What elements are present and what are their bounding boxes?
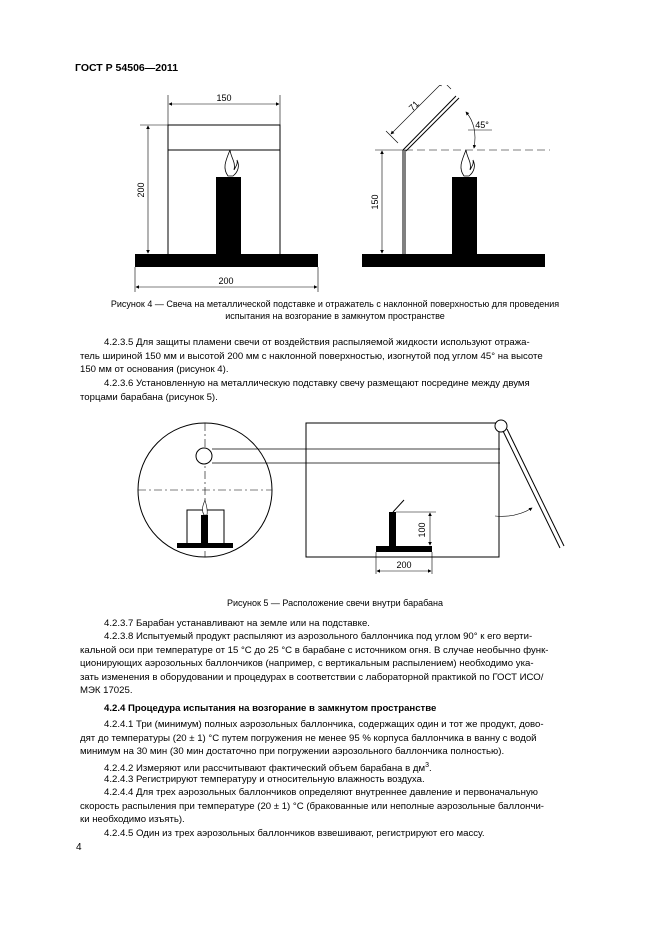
flame-icon — [202, 500, 207, 515]
text-line: 4.2.3.8 Испытуемый продукт распыляют из аэрозольного баллончика под углом 90° к его верти- — [104, 631, 533, 642]
section-title: Процедура испытания на возгорание в замкнутом пространстве — [128, 703, 437, 714]
section-heading — [104, 703, 436, 714]
figure-5 — [0, 412, 661, 587]
text-line: кальной оси при температуре от 15 °С до 25 °С в барабане с источником огня. В случае необычно функ- — [80, 644, 549, 656]
dim-slant-label: 71 — [406, 98, 421, 113]
step-text: 4.2.4.2 Измеряют или рассчитывают фактический объем барабана в дм — [104, 763, 426, 775]
text-line: минимум на 30 мин (30 мин достаточно при погружении аэрозольного баллончика полностью). — [80, 746, 505, 757]
dim-base-label: 200 — [218, 276, 234, 286]
text-line: 150 мм от основания (рисунок 4). — [80, 364, 229, 375]
paragraph-4-2-3-7 — [80, 617, 585, 631]
text-line: дят до температуры (20 ± 1) °С путем погружения не менее 95 % корпуса баллончика в ванну с водой — [80, 732, 537, 744]
text-line: 4.2.4.4 Для трех аэрозольных баллончиков определяют внутреннее давление и первоначальную — [104, 787, 538, 798]
fig5-dim-height-label: 100 — [417, 522, 427, 538]
figure-4-caption-line2: испытания на возгорание в замкнутом пространстве — [225, 311, 445, 321]
figure-4-caption — [75, 298, 595, 322]
paragraph-4-2-3-6 — [80, 377, 585, 404]
figure-4 — [0, 85, 661, 375]
figure-5-caption: Рисунок 5 — Расположение свечи внутри барабана — [226, 598, 444, 608]
text-line: торцами барабана (рисунок 5). — [80, 391, 218, 403]
text-line: 4.2.3.5 Для защиты пламени свечи от воздействия распыляемой жидкости используют отража- — [104, 337, 530, 348]
text-line: 4.2.4.1 Три (минимум) полных аэрозольных баллончика, содержащих один и тот же продукт, дово- — [104, 719, 544, 730]
text-line: 4.2.4.3 Регистрируют температуру и относительную влажность воздуха. — [104, 774, 425, 785]
drum-side-view — [212, 420, 564, 574]
figure-4-caption-line1: Рисунок 4 — Свеча на металлической подставке и отражатель с наклонной поверхностью для проведения — [110, 299, 560, 309]
flame-icon — [225, 150, 238, 176]
text-line: МЭК 17025. — [80, 685, 133, 696]
text-line: 4.2.3.7 Барабан устанавливают на земле или на подставке. — [104, 618, 370, 629]
flame-icon — [461, 150, 474, 176]
text-line: скорость распыления при температуре (20 ± 1) °С (бракованные или неполные аэрозольные баллончи- — [80, 800, 544, 812]
document-code: ГОСТ Р 54506—2011 — [75, 62, 179, 74]
drum-end-view — [138, 423, 272, 557]
dim-angle-label: 45° — [475, 120, 489, 130]
text-line: 4.2.4.5 Один из трех аэрозольных баллончиков взвешивают, регистрируют его массу. — [104, 828, 485, 839]
text-line: 4.2.3.6 Установленную на металлическую подставку свечу размещают посредине между двумя — [104, 378, 530, 389]
text-line: ционирующих аэрозольных баллончиков (например, с вертикальным распылением) необходимо ука- — [80, 658, 534, 669]
dim-width-label: 150 — [216, 93, 232, 103]
page-number: 4 — [76, 842, 82, 853]
text-line: ки необходимо изъять). — [80, 814, 185, 825]
figure-4-right-stand — [362, 85, 550, 267]
text-line: зать изменения в оборудовании и процедурах в соответствии с лабораторной практикой по ГОСТ ИСО/ — [80, 671, 544, 683]
dim-height-label: 200 — [136, 182, 146, 198]
paragraph-4-2-3-5 — [80, 336, 585, 377]
figure-4-left-stand — [135, 93, 318, 292]
step-4-2-4-1 — [80, 718, 585, 759]
step-end: . — [429, 763, 432, 775]
paragraph-4-2-3-8 — [80, 630, 585, 698]
step-4-2-4-4 — [80, 786, 585, 827]
text-line: тель шириной 150 мм и высотой 200 мм с наклонной поверхностью, изогнутой под углом 45° на высоте — [80, 350, 543, 362]
fig5-dim-base-label: 200 — [396, 560, 412, 570]
dim-height-label: 150 — [370, 194, 380, 210]
section-number: 4.2.4 — [104, 703, 126, 714]
step-superscript: 3 — [425, 762, 430, 769]
step-4-2-4-5 — [80, 827, 585, 841]
step-4-2-4-3 — [80, 773, 585, 787]
